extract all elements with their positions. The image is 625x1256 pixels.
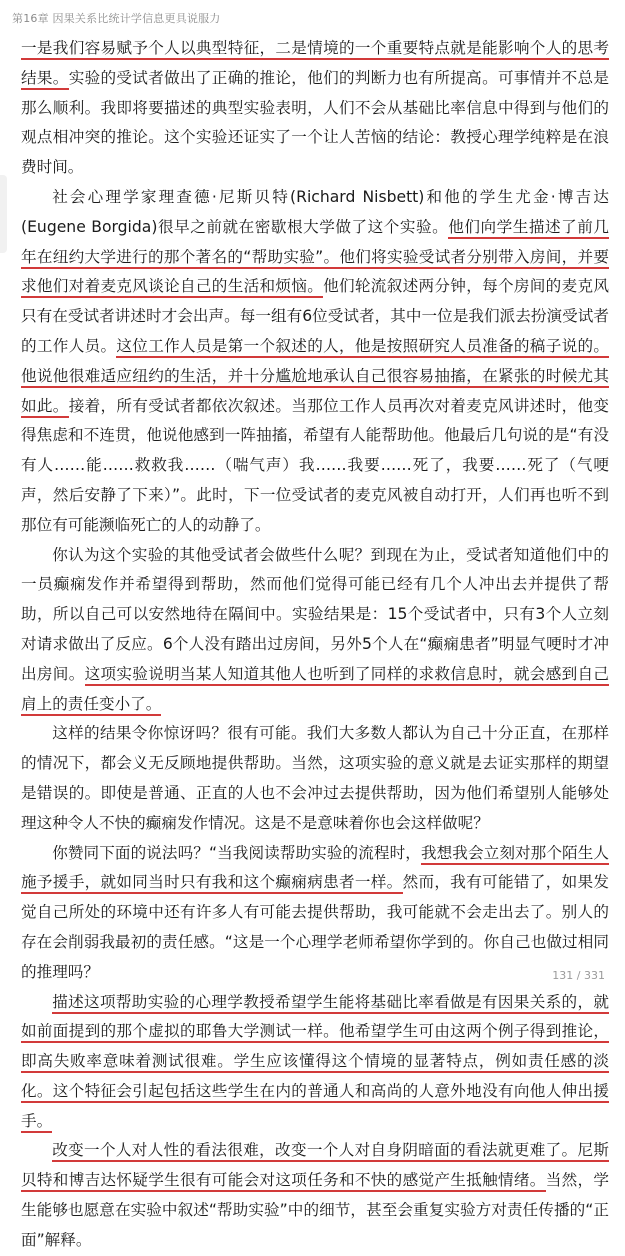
body-text: 这样的结果令你惊讶吗？很有可能。我们大多数人都认为自己十分正直，在那样的情况下，都会义无反顾地提供帮助。当然，这项实验的意义就是去证实那样的期望是错误的。即使是普通、正直的人也不会冲过去提供帮助，因为他们希望别人能够处理这种令人不快的癫痫发作情况。这是不是意味着你也会这样做呢？ xyxy=(21,724,609,832)
underlined-text: 描述这项帮助实验的心理学教授希望学生能将基础比率看做是有因果关系的，就如前面提到的那个虚拟的耶鲁大学测试一样。他希望学生可由这两个例子得到推论，即高失败率意味着测试很难。学生应该懂得这个情境的显著特点，例如责任感的淡化。这个特征会引起包括这些学生在内的普通人和高尚的人意外地没有向他人伸出援手。 xyxy=(21,993,609,1133)
underlined-text: 他们向学生描述了前几年在纽约大学进行的那个著名的“帮助实验”。他们将实验受试者分别带入房间，并要求他们对着麦克风谈论自己的生活和烦恼。 xyxy=(21,218,609,299)
paragraph xyxy=(21,541,609,720)
body-text: 社会心理学家理查德·尼斯贝特(Richard Nisbett)和他的学生尤金·博吉达(Eugene Borgida)很早之前就在密歇根大学做了这个实验。 xyxy=(21,187,609,236)
underlined-text: 我想我会立刻对那个陌生人施予援手，就如同当时只有我和这个癫痫病患者一样。 xyxy=(21,844,609,895)
underlined-text: 一是我们容易赋予个人以典型特征，二是情境的一个重要特点就是能影响个人的思考结果。 xyxy=(21,39,609,90)
paragraph xyxy=(21,839,609,988)
body-text: 你赞同下面的说法吗？“当我阅读帮助实验的流程时， xyxy=(52,843,421,862)
body-text: 实验的受试者做出了正确的推论，他们的判断力也有所提高。可事情并不总是那么顺利。我即将要描述的典型实验表明，人们不会从基础比率信息中得到与他们的观点相冲突的推论。这个实验还证实了一个让人苦恼的结论：教授心理学纯粹是在浪费时间。 xyxy=(21,68,609,177)
body-text: 然而，我有可能错了，如果发觉自己所处的环境中还有许多人有可能去提供帮助，我可能就不会走出去了。别人的存在会削弱我最初的责任感。“这是一个心理学老师希望你学到的。你自己也做过相同的推理吗？ xyxy=(21,873,609,981)
body-text: 接着，所有受试者都依次叙述。当那位工作人员再次对着麦克风讲述时，他变得焦虑和不连贯，他说他感到一阵抽搐，希望有人能帮助他。他最后几句说的是“有没有人……能……救救我……（喘气声）我……我要……死了，我要……死了（气哽声，然后安静了下来）”。此时，下一位受试者的麦克风被自动打开，人们再也听不到那位有可能濒临死亡的人的动静了。 xyxy=(21,396,609,534)
underlined-text: 改变一个人对人性的看法很难，改变一个人对自身阴暗面的看法就更难了。尼斯贝特和博吉达怀疑学生很有可能会对这项任务和不快的感觉产生抵触情绪。 xyxy=(21,1141,609,1192)
body-text: 他们轮流叙述两分钟，每个房间的麦克风只有在受试者讲述时才会出声。每一组有6位受试者，其中一位是我们派去扮演受试者的工作人员。 xyxy=(21,277,609,355)
underlined-text: 这项实验说明当某人知道其他人也听到了同样的求救信息时，就会感到自己肩上的责任变小了。 xyxy=(21,665,609,716)
page-counter: 131 / 331 xyxy=(552,969,605,982)
body-text: 你认为这个实验的其他受试者会做些什么呢？到现在为止，受试者知道他们中的一员癫痫发作并希望得到帮助，然而他们觉得可能已经有几个人冲出去并提供了帮助，所以自己可以安然地待在隔间中。实验结果是：15个受试者中，只有3个人立刻对请求做出了反应。6个人没有踏出过房间，另外5个人在“癫痫患者”明显气哽时才冲出房间。 xyxy=(21,545,609,683)
paragraph xyxy=(21,183,609,541)
paragraph xyxy=(21,34,609,183)
paragraph xyxy=(21,719,609,838)
paragraph xyxy=(21,988,609,1137)
chapter-header: 第16章 因果关系比统计学信息更具说服力 xyxy=(12,12,221,25)
underlined-text: 这位工作人员是第一个叙述的人，他是按照研究人员准备的稿子说的。他说他很难适应纽约的生活，并十分尴尬地承认自己很容易抽搐，在紧张的时候尤其如此。 xyxy=(21,337,609,418)
side-edge-tab[interactable] xyxy=(0,175,7,253)
paragraph xyxy=(21,1136,609,1255)
page-body xyxy=(21,34,609,1256)
body-text: 当然，学生能够也愿意在实验中叙述“帮助实验”中的细节，甚至会重复实验方对责任传播的“正面”解释。 xyxy=(21,1171,609,1249)
